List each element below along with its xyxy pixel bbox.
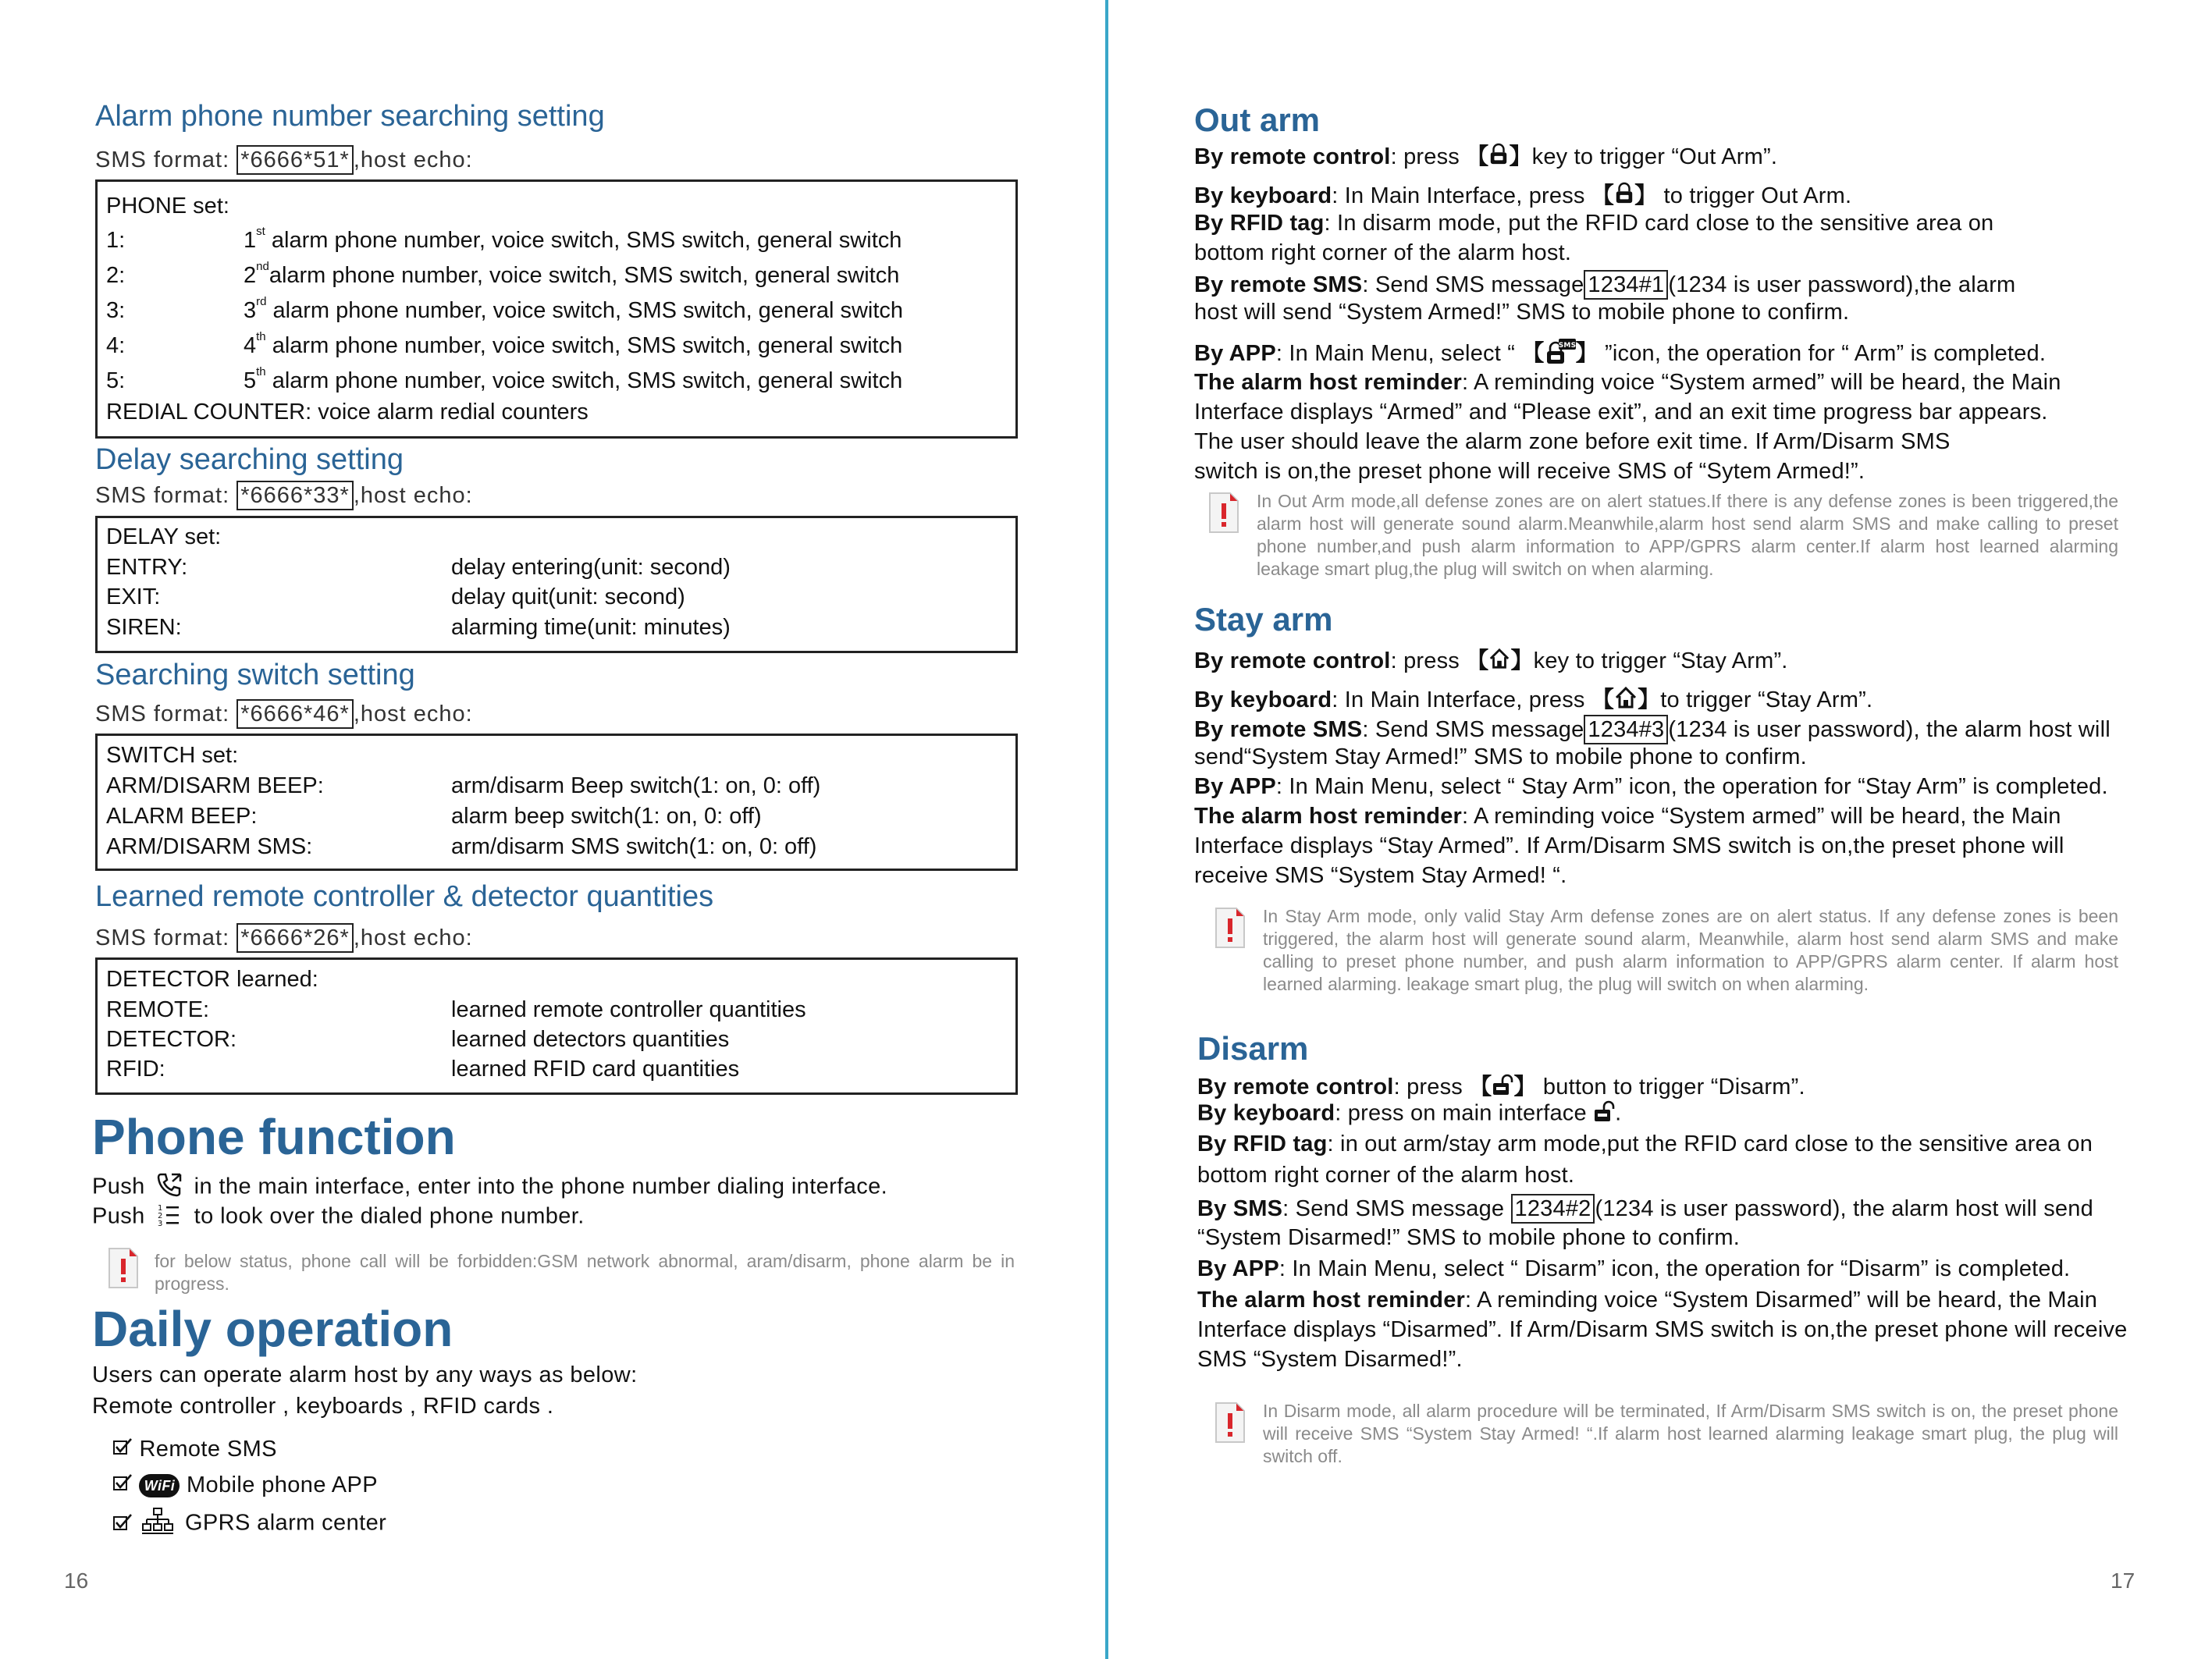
lock-icon [1614,182,1634,211]
text: to trigger Out Arm. [1657,183,1852,208]
text: : In disarm mode, put the RFID card close to the sensitive area on [1324,211,1994,236]
text: : A reminding voice “System Disarmed” will be heard, the Main [1465,1288,2098,1313]
phone-row [106,228,125,254]
row-text: alarm phone number, voice switch, SMS switch, general switch [265,368,903,393]
learned-row-value: learned RFID card quantities [451,1057,740,1082]
label: By keyboard [1194,183,1332,208]
phone-row [106,263,125,289]
stay-arm-reminder [1194,804,2061,830]
label: By APP [1197,1256,1279,1281]
text: (1234 is user password), the alarm host will send [1595,1196,2093,1221]
lock-icon [1488,143,1509,172]
disarm-reminder [1197,1288,2097,1313]
label: By keyboard [1194,687,1332,712]
label: By remote control [1194,144,1391,169]
network-icon [142,1508,173,1540]
svg-text:1: 1 [158,1204,163,1213]
stay-arm-app [1194,774,2108,800]
text: : In Main Interface, press [1332,183,1591,208]
out-arm-reminder-2: Interface displays “Armed” and “Please exit”, and an exit time progress bar appears. [1194,400,2048,425]
daily-item-gprs [112,1508,386,1540]
row-text: alarm phone number, voice switch, SMS switch, general switch [265,333,903,358]
daily-item-mobile-app [112,1472,378,1499]
row-num: 1: [106,228,126,253]
phone-row [106,333,125,359]
text: to trigger “Stay Arm”. [1660,687,1873,712]
text: key to trigger “Stay Arm”. [1533,648,1788,673]
out-arm-sms-2: host will send “System Armed!” SMS to mobile phone to confirm. [1194,300,1850,325]
row-num: 2: [106,263,126,288]
switch-title: Searching switch setting [95,659,415,691]
learned-row-key: REMOTE: [106,997,210,1022]
switch-row-key: ARM/DISARM SMS: [106,834,313,859]
sms-prefix: SMS format: [95,702,230,726]
disarm-title: Disarm [1197,1030,1309,1067]
label: The alarm host reminder [1194,804,1463,829]
page-number-left: 16 [64,1568,89,1593]
text: : press [1390,144,1467,169]
svg-text:3: 3 [158,1220,163,1227]
checkbox-checked-icon [112,1509,133,1539]
checkbox-checked-icon [112,1437,133,1463]
ord-sup: th [256,330,266,343]
ord-sup: th [256,365,266,378]
row-text: alarm phone number, voice switch, SMS switch, general switch [265,228,902,253]
bracket-open: 【 [1591,183,1615,208]
warning-note-icon [108,1247,139,1289]
text: . [1615,1100,1622,1126]
text: (1234 is user password),the alarm [1668,272,2016,297]
checkbox-checked-icon [112,1472,133,1499]
text: button to trigger “Disarm”. [1536,1075,1805,1099]
phone-row [106,298,125,324]
out-arm-note: In Out Arm mode,all defense zones are on alert statues.If there is any defense zones is been triggered,the alarm host will generate sound alarm.Meanwhile,alarm host send alarm SMS and make calling to preset phone number,and push alarm information to APP/GPRS alarm center.If alarm host learned alarming leakage smart plug,the plug will switch on when alarming. [1257,491,2118,579]
row-num: 5: [106,368,126,393]
switch-row-value: arm/disarm Beep switch(1: on, 0: off) [451,773,821,798]
bracket-open: 【 [1466,648,1489,673]
ord: 1 [244,228,257,253]
sms-code: 1234#1 [1584,270,1668,300]
out-arm-reminder-3: The user should leave the alarm zone before exit time. If Arm/Disarm SMS [1194,429,1951,454]
text: ”icon, the operation for “ Arm” is completed. [1598,341,2047,366]
sms-prefix: SMS format: [95,483,230,508]
phone-row-text [244,225,902,254]
out-arm-rfid [1194,211,1993,236]
ord: 3 [244,298,257,323]
text: : Send SMS message [1362,272,1584,297]
text: key to trigger “Out Arm”. [1531,144,1778,169]
warning-note-icon [1214,1401,1246,1444]
warning-note-icon [1214,907,1246,949]
text: : In Main Menu, select “ Disarm” icon, the operation for “Disarm” is completed. [1278,1256,2071,1281]
sms-code: *6666*46* [236,699,354,729]
phone-row-text [244,330,903,359]
out-arm-title: Out arm [1194,101,1321,138]
learned-row-value: learned detectors quantities [451,1027,730,1052]
out-arm-rfid-2: bottom right corner of the alarm host. [1194,240,1572,265]
disarm-reminder-2: Interface displays “Disarmed”. If Arm/Disarm SMS switch is on,the preset phone will receive [1197,1317,2128,1342]
item-label: GPRS alarm center [184,1510,387,1536]
delay-row-key: SIREN: [106,615,182,640]
row-num: 4: [106,333,126,358]
disarm-app [1197,1256,2070,1282]
phone-row-text [244,365,903,394]
ord: 5 [244,368,257,393]
row-num: 3: [106,298,126,323]
disarm-sms-2: “System Disarmed!” SMS to mobile phone to confirm. [1197,1225,1740,1250]
disarm-rfid [1197,1131,2093,1157]
text: : In Main Interface, press [1332,687,1585,712]
stay-arm-note: In Stay Arm mode, only valid Stay Arm defense zones are on alert status. If any defense zones is been triggered, the alarm host will generate sound alarm, Meanwhile, alarm host send alarm SMS and make calling to preset phone number, and push alarm information to APP/GPRS alarm center. If alarm host learned alarming. leakage smart plug, the plug will switch on when alarming. [1263,906,2118,994]
sms-prefix: SMS format: [95,147,230,172]
switch-sms-format [95,699,473,729]
text: : In Main Menu, select “ [1275,341,1522,366]
label: The alarm host reminder [1194,370,1463,395]
out-arm-app [1194,336,2046,370]
bracket-close: 】 [1634,183,1658,208]
home-icon [1614,686,1638,716]
daily-operation-title: Daily operation [92,1301,453,1357]
alarm-phone-title: Alarm phone number searching setting [95,100,605,133]
delay-row-key: ENTRY: [106,555,188,580]
sms-code: 1234#2 [1511,1194,1595,1224]
bracket-open: 【 [1469,1075,1492,1099]
ord: 2 [244,263,257,288]
row-text: alarm phone number, voice switch, SMS switch, general switch [266,298,904,323]
push-label: Push [92,1174,145,1199]
alarm-phone-sms-format [95,145,473,175]
phone-function-line2 [92,1202,585,1233]
delay-row-value: alarming time(unit: minutes) [451,615,731,640]
bracket-open: 【 [1521,341,1545,366]
item-label: Remote SMS [139,1437,277,1462]
sms-suffix: ,host echo: [353,147,473,172]
text: : Send SMS message [1362,717,1584,742]
push-text: in the main interface, enter into the phone number dialing interface. [194,1174,888,1199]
switch-row-value: arm/disarm SMS switch(1: on, 0: off) [451,834,817,859]
sms-code: *6666*26* [236,923,354,953]
phone-row [106,368,125,394]
text: (1234 is user password), the alarm host will [1668,717,2111,742]
delay-row-value: delay quit(unit: second) [451,584,685,609]
sms-badge-text: SMS [1558,342,1576,350]
text: : press [1393,1075,1470,1099]
stay-arm-sms [1194,715,2111,744]
phone-dial-icon [156,1172,183,1203]
label: By remote SMS [1194,717,1363,742]
sms-code: 1234#3 [1584,715,1668,744]
label: By remote control [1194,648,1391,673]
disarm-remote [1197,1069,1805,1102]
sms-code: *6666*51* [236,145,354,175]
left-page [0,0,1105,1659]
svg-text:2: 2 [158,1212,163,1220]
switch-row-key: ALARM BEEP: [106,804,258,829]
switch-set-header: SWITCH set: [106,743,239,768]
bracket-close: 】 [1513,1075,1537,1099]
sms-prefix: SMS format: [95,925,230,950]
phone-row-text [244,260,900,289]
stay-arm-sms-2: send“System Stay Armed!” SMS to mobile phone to confirm. [1194,744,1807,769]
disarm-keyboard [1197,1100,1621,1128]
learned-sms-format [95,923,473,953]
bracket-open: 【 [1466,144,1489,169]
phone-row-text [244,295,904,324]
phone-set-header: PHONE set: [106,194,229,218]
bracket-close: 】 [1510,648,1534,673]
push-text: to look over the dialed phone number. [194,1203,585,1229]
bracket-close: 】 [1638,687,1661,712]
ord-sup: st [256,225,265,238]
item-label: Mobile phone APP [186,1472,378,1497]
delay-row-key: EXIT: [106,584,161,609]
ord-sup: rd [256,295,267,308]
delay-row-value: delay entering(unit: second) [451,555,731,580]
out-arm-keyboard [1194,178,1851,211]
out-arm-remote [1194,139,1777,172]
learned-title: Learned remote controller & detector quantities [95,880,714,913]
warning-note-icon [1208,492,1239,534]
switch-row-key: ARM/DISARM BEEP: [106,773,324,798]
text: : A reminding voice “System armed” will be heard, the Main [1462,804,2061,829]
label: By APP [1194,774,1276,799]
lock-sms-icon [1545,339,1576,370]
bracket-close: 】 [1575,341,1599,366]
redial-counter: REDIAL COUNTER: voice alarm redial counters [106,400,589,425]
call-log-icon [156,1202,183,1233]
page-number-right: 17 [2111,1568,2136,1593]
row-text: alarm phone number, voice switch, SMS switch, general switch [268,263,900,288]
stay-arm-keyboard [1194,682,1872,716]
wifi-icon: WiFi [139,1474,180,1497]
delay-title: Delay searching setting [95,443,404,476]
stay-arm-remote [1194,643,1788,676]
stay-arm-reminder-3: receive SMS “System Stay Armed! “. [1194,863,1567,888]
ord: 4 [244,333,257,358]
label: The alarm host reminder [1197,1288,1466,1313]
switch-row-value: alarm beep switch(1: on, 0: off) [451,804,762,829]
disarm-rfid-2: bottom right corner of the alarm host. [1197,1163,1575,1188]
disarm-note: In Disarm mode, all alarm procedure will be terminated, If Arm/Disarm SMS switch is on, the preset phone will receive SMS “System Stay Armed! “.If alarm host learned alarming leakage smart plug, the plug will switch off. [1263,1401,2118,1466]
label: By remote control [1197,1075,1394,1099]
phone-function-note: for below status, phone call will be forbidden:GSM network abnormal, aram/disarm, phone alarm be in progress. [155,1251,1015,1294]
text: : press [1390,648,1467,673]
bracket-open: 【 [1591,687,1615,712]
daily-line1: Users can operate alarm host by any ways as below: [92,1362,638,1387]
delay-set-header: DELAY set: [106,524,222,549]
learned-row-key: DETECTOR: [106,1027,237,1052]
disarm-reminder-3: SMS “System Disarmed!”. [1197,1347,1463,1372]
text: : press on main interface [1335,1100,1594,1126]
text: : In Main Menu, select “ Stay Arm” icon, the operation for “Stay Arm” is completed. [1275,774,2108,799]
text: : A reminding voice “System armed” will be heard, the Main [1462,370,2061,395]
daily-item-remote-sms [112,1437,277,1463]
out-arm-reminder [1194,370,2061,396]
sms-suffix: ,host echo: [353,925,473,950]
push-label: Push [92,1203,145,1229]
text: : Send SMS message [1282,1196,1511,1221]
disarm-sms [1197,1194,2093,1224]
learned-set-header: DETECTOR learned: [106,967,318,992]
label: By keyboard [1197,1100,1335,1126]
text: : in out arm/stay arm mode,put the RFID card close to the sensitive area on [1327,1131,2093,1156]
label: By SMS [1197,1196,1283,1221]
label: By APP [1194,341,1276,366]
sms-suffix: ,host echo: [353,702,473,726]
label: By RFID tag [1194,211,1325,236]
out-arm-sms [1194,270,2015,300]
label: By RFID tag [1197,1131,1328,1156]
daily-line2: Remote controller , keyboards , RFID cards . [92,1394,554,1419]
label: By remote SMS [1194,272,1363,297]
sms-suffix: ,host echo: [353,483,473,508]
learned-row-key: RFID: [106,1057,165,1082]
phone-function-title: Phone function [92,1109,456,1165]
sms-code: *6666*33* [236,481,354,510]
unlock-icon [1593,1100,1615,1128]
home-icon [1488,648,1510,676]
right-page [1108,0,2212,1659]
delay-sms-format [95,481,473,510]
ord-sup: nd [256,260,269,273]
bracket-close: 】 [1509,144,1532,169]
phone-function-line1 [92,1172,887,1203]
out-arm-reminder-4: switch is on,the preset phone will receive SMS of “Sytem Armed!”. [1194,459,1865,484]
unlock-icon [1492,1074,1513,1102]
learned-row-value: learned remote controller quantities [451,997,806,1022]
stay-arm-reminder-2: Interface displays “Stay Armed”. If Arm/Disarm SMS switch is on,the preset phone will [1194,833,2064,858]
stay-arm-title: Stay arm [1194,601,1333,638]
